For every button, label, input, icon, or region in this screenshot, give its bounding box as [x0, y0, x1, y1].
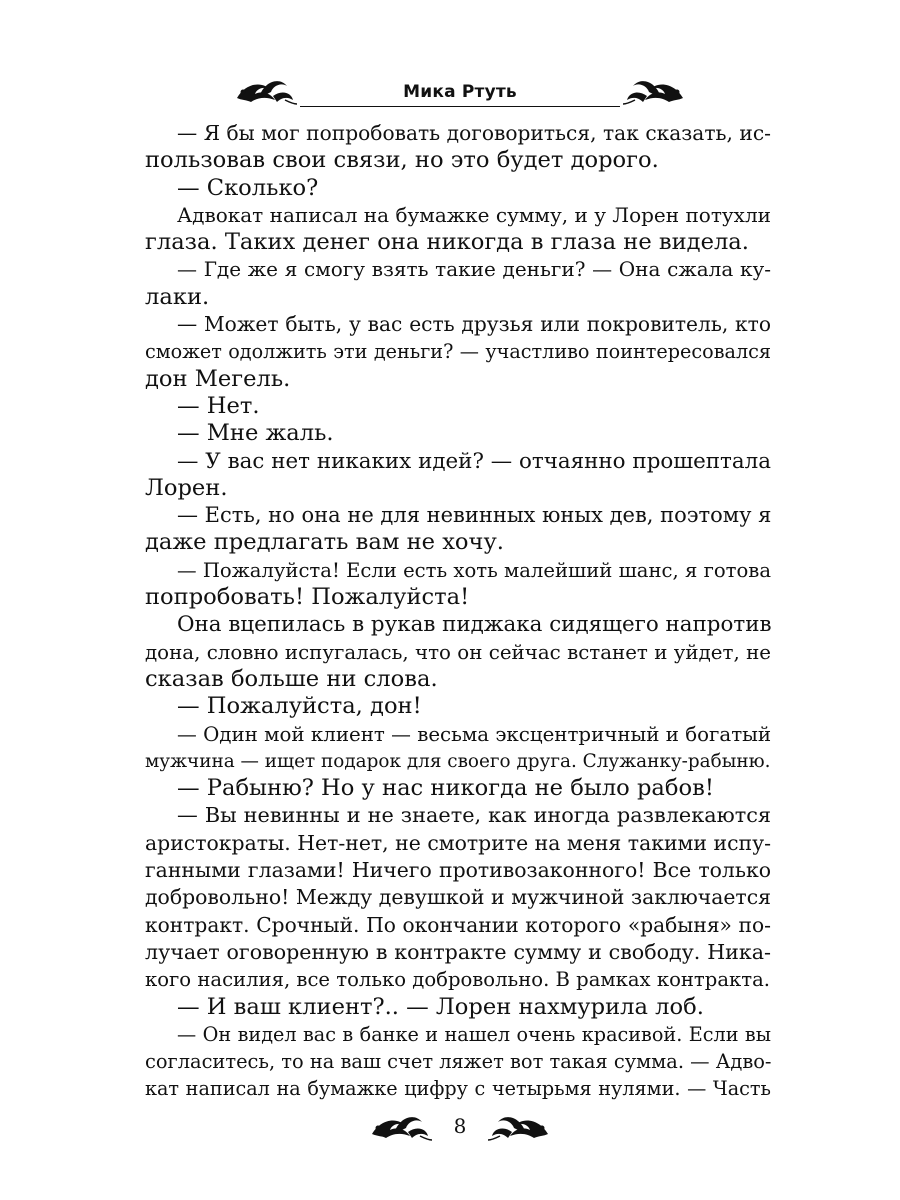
- text-line: глаза. Таких денег она никогда в глаза не видела.: [145, 229, 749, 256]
- running-header: [235, 72, 685, 112]
- text-line: лаки.: [145, 283, 210, 310]
- text-line: — Рабыню? Но у нас никогда не было рабов!: [177, 775, 714, 802]
- text-line: согласитесь, то на ваш счет ляжет вот такая сумма. — Адво-: [145, 1050, 772, 1074]
- text-line: — Где же я смогу взять такие деньги? — Она сжала ку-: [177, 257, 771, 282]
- text-line: кат написал на бумажке цифру с четырьмя нулями. — Часть: [145, 1077, 771, 1101]
- text-line: — Вы невинны и не знаете, как иногда развлекаются: [177, 803, 771, 828]
- text-line: контракт. Срочный. По окончании которого «рабыня» по-: [145, 912, 771, 937]
- text-line: — Сколько?: [177, 174, 319, 201]
- text-line: сможет одолжить эти деньги? — участливо поинтересовался: [145, 340, 771, 364]
- text-line: попробовать! Пожалуйста!: [145, 584, 470, 611]
- flourish-right-icon: [486, 1112, 550, 1144]
- text-line: кого насилия, все только добровольно. В рамках контракта.: [145, 968, 770, 992]
- text-line: сказав больше ни слова.: [145, 665, 438, 692]
- text-line: пользовав свои связи, но это будет дорого.: [145, 147, 659, 174]
- body-text: [145, 120, 771, 1103]
- text-line: — Пожалуйста! Если есть хоть малейший шанс, я готова: [177, 558, 771, 582]
- text-line: — Он видел вас в банке и нашел очень красивой. Если вы: [177, 1022, 771, 1046]
- text-line: дон Мегель.: [145, 365, 291, 392]
- text-line: добровольно! Между девушкой и мужчиной заключается: [145, 885, 771, 910]
- text-line: — Я бы мог попробовать договориться, так сказать, ис-: [177, 121, 771, 145]
- text-line: — Есть, но она не для невинных юных дев, поэтому я: [177, 503, 772, 528]
- text-line: Она вцепилась в рукав пиджака сидящего напротив: [177, 612, 772, 638]
- text-line: — Может быть, у вас есть друзья или покровитель, кто: [177, 312, 771, 337]
- text-line: дона, словно испугалась, что он сейчас встанет и уйдет, не: [145, 640, 771, 664]
- text-line: — Нет.: [177, 392, 260, 419]
- text-line: — Мне жаль.: [177, 420, 334, 447]
- header-rule: [300, 106, 620, 107]
- text-line: Лорен.: [145, 474, 228, 501]
- text-line: Адвокат написал на бумажке сумму, и у Лорен потухли: [177, 202, 771, 227]
- text-line: — У вас нет никаких идей? — отчаянно прошептала: [177, 448, 771, 474]
- text-line: ганными глазами! Ничего противозаконного! Все только: [145, 858, 771, 883]
- text-line: даже предлагать вам не хочу.: [145, 529, 504, 556]
- page-number: 8: [453, 1114, 467, 1138]
- flourish-right-icon: [621, 76, 685, 108]
- text-line: — И ваш клиент?.. — Лорен нахмурила лоб.: [177, 993, 704, 1020]
- page-footer: [370, 1108, 550, 1144]
- text-line: — Один мой клиент — весьма эксцентричный и богатый: [177, 722, 772, 746]
- text-line: аристократы. Нет-нет, не смотрите на меня такими испу-: [145, 830, 771, 855]
- text-line: мужчина — ищет подарок для своего друга. Служанку-рабыню.: [145, 750, 771, 772]
- text-line: — Пожалуйста, дон!: [177, 693, 422, 720]
- text-line: лучает оговоренную в контракте сумму и свободу. Ника-: [145, 939, 771, 964]
- author-name: Мика Ртуть: [403, 82, 517, 102]
